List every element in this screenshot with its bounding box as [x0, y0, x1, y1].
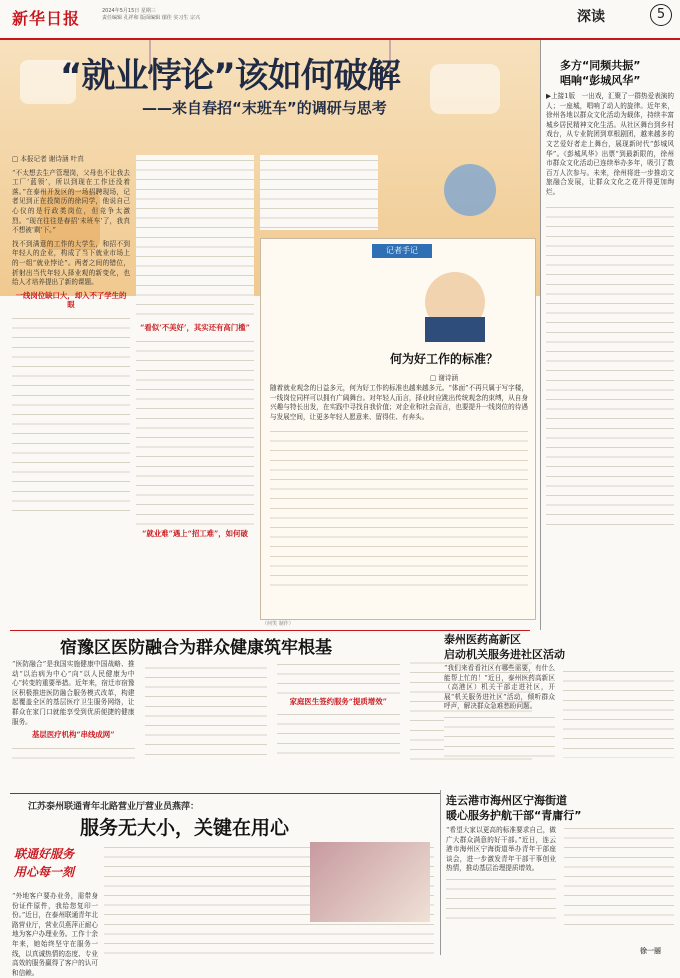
- lead-section-head: “看似‘不美好’，其实还有高门槛”: [140, 323, 250, 332]
- commentary-tag: 记者手记: [372, 244, 432, 258]
- medical-section-head: 基层医疗机构“串线成网”: [32, 730, 115, 740]
- commentary-text: [270, 384, 528, 609]
- commentary-title: 何为好工作的标准？: [390, 352, 499, 366]
- text-block: [12, 313, 130, 513]
- service-kicker: 江苏泰州联通青年北路营业厅营业员燕萍：: [28, 802, 200, 812]
- right-top-paragraph: ▶上接1版 一出戏，汇聚了一群热爱表演的人；一座城，唱响了动人的旋律。近年来，徐州各地以群众文化活动为载体，持续丰富城乡居民精神文化生活。从社区舞台到乡村戏台，从专业院团到草根剧团，越来越多的文艺爱好者走上舞台，展现新时代“彭城风华”。《彭城风华》出票“到最新限的，徐州市群众文化活动已连续举办多年，吸引了数百万人次参与。未来，徐州将进一步推动文旅融合发展，让群众文化之花开得更加绚烂。: [546, 92, 674, 196]
- right-top-text: [546, 92, 674, 622]
- service-stamp: 联通好服务 用心每一刻: [14, 847, 75, 879]
- taizhou-paragraph: “我们来看看社区有哪些需要，有什么能帮上忙的！”近日，泰州医药高新区（高港区）机关干部走进社区，开展“机关服务进社区”活动，倾听群众呼声，解决群众急难愁盼问题。: [444, 664, 555, 711]
- column-divider: [540, 40, 541, 630]
- column-divider: [440, 790, 441, 955]
- issue-date: 2024年5月15日 星期三: [102, 8, 156, 14]
- text-block: [260, 155, 378, 230]
- text-block: [136, 336, 254, 526]
- lead-column-2: [136, 155, 254, 595]
- section-name: 深读: [577, 9, 605, 25]
- service-paragraph: “外地客户要办业务，需带身份证件原件，我给您复印一份。”近日，在泰州联通青年北路营业厅，营业员燕萍正耐心地为客户办理业务。工作十余年来，她始终坚守在服务一线，以真诚热情的态度、专业高效的服务赢得了客户的认可和信赖。: [12, 892, 98, 977]
- lead-byline: □ 本报记者 谢诗涵 叶真: [12, 155, 84, 163]
- lead-paragraph: 找不到满意的工作的大学生，和招不到年轻人的企业，构成了当下就业市场上的一组“就业悖论”。两者之间的错位，折射出当代年轻人择业观的新变化，也给人才培养提出了新的课题。: [12, 239, 130, 287]
- haidian-text: [446, 826, 674, 946]
- lead-section-head: 一线岗位缺口大，却入不了学生的眼: [15, 290, 127, 310]
- issue-editors: 责任编辑 孔祥和 版面编辑 郁佳 实习生 宗兴: [102, 15, 200, 21]
- medical-paragraph: “医防融合”是我国实施健康中国战略、推动“以治病为中心”向“以人民健康为中心”转变的重要举措。近年来，宿迁市宿豫区积极推进医防融合服务模式改革，构建起覆盖全区的基层医疗卫生服务网络，让群众在家门口就能享受到优质便捷的健康服务。: [12, 660, 135, 726]
- commentary-paragraph: 随着就业观念的日益多元，何为好工作的标准也越来越多元。“体面”不再只属于写字楼，一线岗位同样可以拥有广阔舞台。对年轻人而言，择业时应跳出传统观念的束缚，从自身兴趣与特长出发，在实践中寻找自我价值；对企业和社会而言，也要提升一线岗位的待遇与发展空间，让更多年轻人愿意来、留得住、有奔头。: [270, 384, 528, 421]
- commentary-illustration: [380, 262, 530, 342]
- lead-column-3: [260, 155, 378, 230]
- text-block: [136, 155, 254, 320]
- taizhou-title: 泰州医药高新区 启动机关服务进社区活动: [444, 633, 565, 661]
- lead-paragraph: “不太想去生产管理岗，父母也不让我去工厂‘蓝领’，所以到现在工作还没着落。”在泰州开发区的一场招聘现场，记者见到正在投简历的徐同学，他说自己心仪的是行政类岗位，但竞争太激烈。“现在往往是春招‘末班车’了，我真不想被‘剩’下。”: [12, 168, 130, 235]
- newspaper-logo: 新华日报: [12, 9, 81, 28]
- right-top-title: 多方“同频共振” 唱响“彭城风华”: [560, 59, 641, 87]
- medical-title: 宿豫区医防融合为群众健康筑牢根基: [60, 638, 332, 658]
- section-rule: [10, 630, 530, 631]
- service-text-left: [12, 892, 98, 977]
- lead-column-1: [12, 155, 130, 595]
- illustration-credit: （何笑 制作）: [262, 621, 294, 627]
- lead-title: “就业悖论”该如何破解: [60, 56, 400, 96]
- commentary-byline: □ 谢诗涵: [430, 374, 459, 382]
- haidian-title: 连云港市海州区宁海街道 暖心服务护航干部“青庸行”: [446, 794, 582, 822]
- lead-section-head: “就业难”遇上“招工难”，如何破: [142, 528, 248, 538]
- taizhou-text: [444, 664, 674, 784]
- issue-meta: [102, 8, 200, 22]
- text-block: [270, 426, 528, 586]
- service-title: 服务无大小，关键在用心: [80, 817, 290, 839]
- service-photo: [310, 842, 430, 922]
- text-block: [546, 202, 674, 532]
- lead-subtitle: ——来自春招“末班车”的调研与思考: [142, 99, 387, 117]
- section-rule: [10, 793, 440, 794]
- haidian-signoff: 徐一丽: [640, 946, 661, 955]
- page-number: 5: [650, 4, 672, 26]
- medical-section-head: 家庭医生签约服务“提质增效”: [289, 696, 387, 706]
- haidian-paragraph: “希望大家以更高的标准要求自己，做广大群众满意的好干部。”近日，连云港市海州区宁海街道举办青年干部座谈会，进一步激发青年干部干事创业热情，推动基层治理提质增效。: [446, 826, 556, 873]
